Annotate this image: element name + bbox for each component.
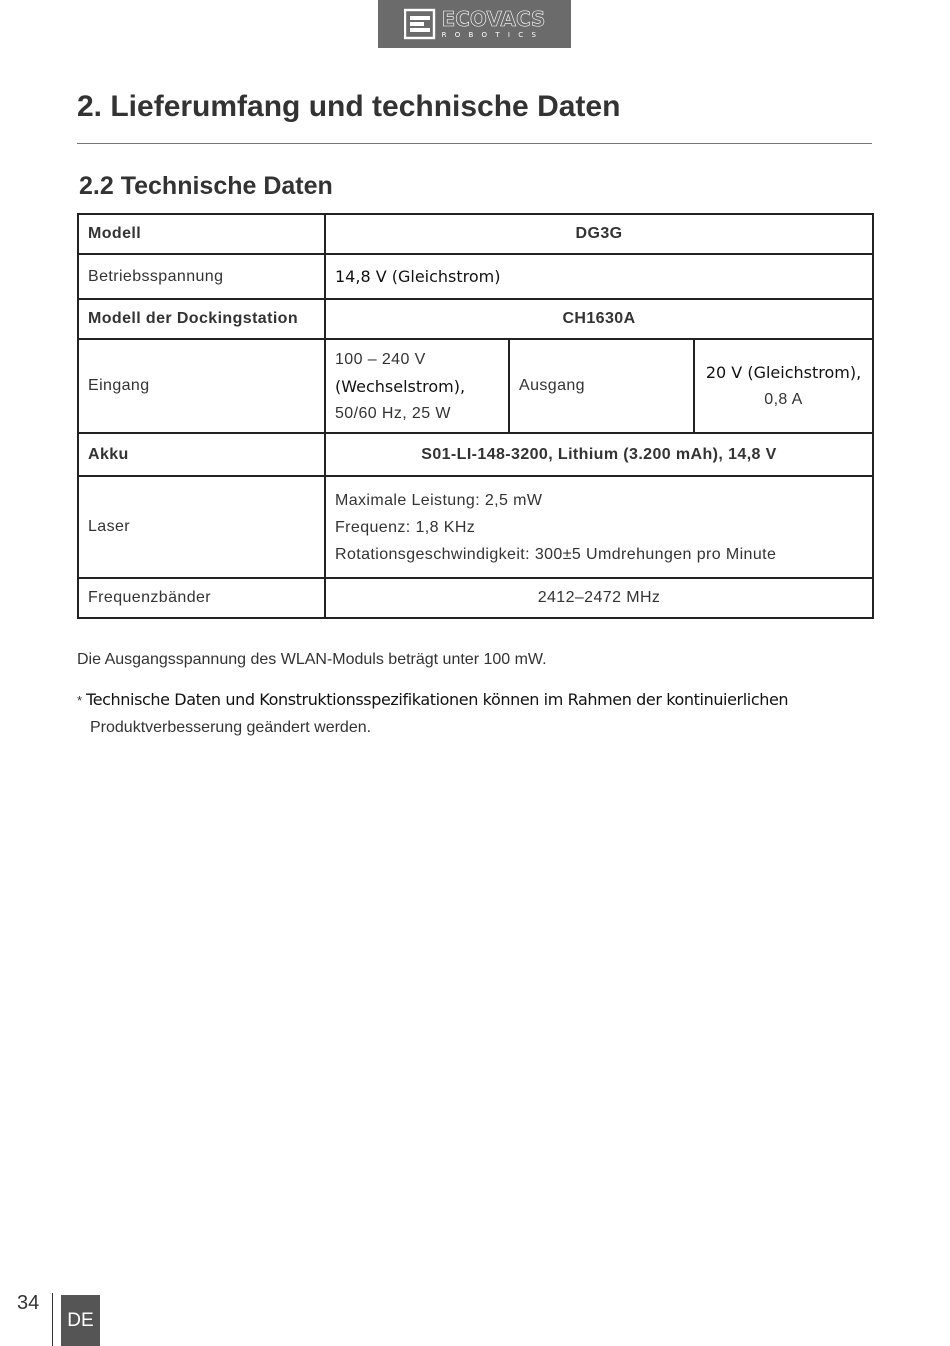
table-row — [78, 433, 873, 476]
laser-line: Rotationsgeschwindigkeit: 300±5 Umdrehungen pro Minute — [335, 545, 777, 563]
table-row — [78, 578, 873, 618]
row-value-ausgang — [694, 339, 873, 433]
disclaimer-line-1: Technische Daten und Konstruktionsspezifikationen können im Rahmen der kontinuierlichen — [86, 690, 789, 709]
row-label-laser: Laser — [78, 476, 325, 578]
row-label-dockingstation: Modell der Dockingstation — [78, 299, 325, 339]
logo-brand-name: ECOVACS — [441, 7, 546, 31]
row-value-frequenzbaender: 2412–2472 MHz — [325, 578, 873, 618]
table-row — [78, 254, 873, 299]
page-title: 2. Lieferumfang und technische Daten — [77, 90, 621, 123]
wlan-note: Die Ausgangsspannung des WLAN-Moduls beträgt unter 100 mW. — [77, 651, 547, 668]
ecovacs-logo-icon — [404, 8, 436, 40]
logo-text — [442, 9, 546, 39]
laser-line: Maximale Leistung: 2,5 mW — [335, 491, 543, 509]
table-row — [78, 299, 873, 339]
logo-subtitle: ROBOTICS — [441, 31, 545, 39]
row-label-modell: Modell — [78, 214, 325, 254]
eingang-line: (Wechselstrom), — [335, 376, 466, 396]
disclaimer — [77, 686, 788, 741]
brand-logo — [378, 0, 571, 48]
technical-data-table — [77, 213, 874, 619]
row-label-ausgang: Ausgang — [509, 339, 694, 433]
betriebsspannung-value: 14,8 V (Gleichstrom) — [335, 266, 501, 286]
laser-line: Frequenz: 1,8 KHz — [335, 518, 476, 536]
table-row — [78, 339, 873, 433]
ausgang-line: 0,8 A — [764, 391, 803, 408]
ausgang-line: 20 V (Gleichstrom), — [705, 363, 862, 382]
row-value-eingang — [325, 339, 509, 433]
row-label-betriebsspannung: Betriebsspannung — [78, 254, 325, 299]
row-value-akku: S01-LI-148-3200, Lithium (3.200 mAh), 14,8 V — [325, 433, 873, 476]
table-row — [78, 476, 873, 578]
page-number: 34 — [17, 1292, 40, 1314]
eingang-line: 100 – 240 V — [335, 350, 426, 368]
eingang-line: 50/60 Hz, 25 W — [335, 404, 451, 422]
disclaimer-line-2: Produktverbesserung geändert werden. — [90, 719, 372, 736]
row-label-akku: Akku — [78, 433, 325, 476]
row-value-betriebsspannung — [325, 254, 873, 299]
section-title: 2.2 Technische Daten — [79, 172, 333, 200]
footer-divider — [52, 1293, 53, 1346]
row-label-frequenzbaender: Frequenzbänder — [78, 578, 325, 618]
table-row — [78, 214, 873, 254]
row-value-laser — [325, 476, 873, 578]
row-value-modell: DG3G — [325, 214, 873, 254]
row-label-eingang: Eingang — [78, 339, 325, 433]
language-badge: DE — [61, 1295, 100, 1346]
title-divider — [77, 143, 872, 144]
asterisk: * — [77, 693, 83, 708]
row-value-dockingstation: CH1630A — [325, 299, 873, 339]
